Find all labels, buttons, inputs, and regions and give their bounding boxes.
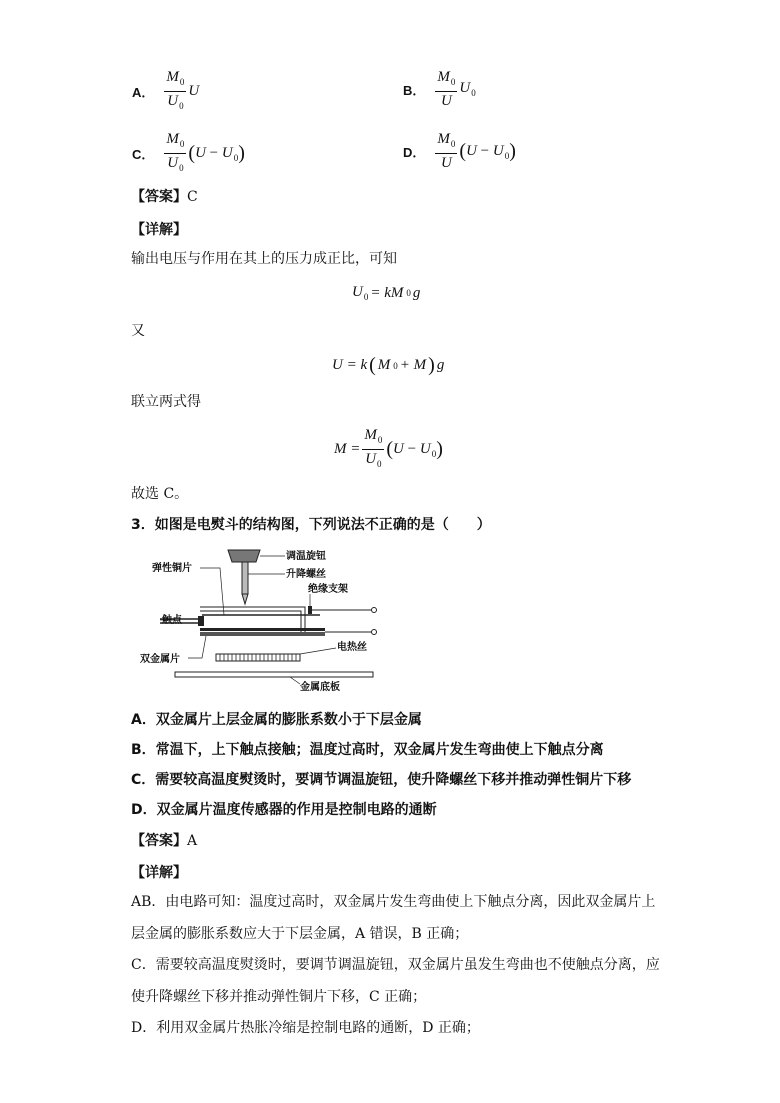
contact-shape [198, 616, 204, 626]
option-a: A． $\frac{M_0}{U_0}$ U [132, 68, 199, 115]
option-label: A． [132, 85, 155, 100]
label-base-plate: 金属底板 [300, 682, 340, 693]
fraction: $\frac{M_0}{U}$ [437, 131, 456, 171]
detail-text: C．需要较高温度熨烫时，要调节调温旋钮，双金属片虽发生弯曲也不使触点分离，应 [131, 957, 660, 973]
conclusion: 故选 C。 [131, 486, 189, 502]
detail-text: AB．由电路可知：温度过高时，双金属片发生弯曲使上下触点分离，因此双金属片上 [131, 894, 656, 910]
equation-2: U = k ( M 0 + M ) g [332, 354, 445, 376]
option-item: B．常温下，上下触点接触；温度过高时，双金属片发生弯曲使上下触点分离 [131, 742, 604, 758]
fraction: $\frac{M_0}{U_0}$ [166, 131, 185, 173]
detail-text: 使升降螺丝下移并推动弹性铜片下移，C 正确； [131, 989, 427, 1005]
label-heating-wire: 电热丝 [337, 642, 367, 653]
label-bimetal: 双金属片 [140, 654, 180, 665]
label-spring-copper: 弹性铜片 [152, 563, 192, 574]
label-screw: 升降螺丝 [286, 569, 326, 580]
equation-1: $U_0$ = kM 0 g [352, 284, 421, 302]
detail-text: 联立两式得 [131, 394, 201, 410]
answer-line: 【答案】A [131, 833, 198, 849]
option-d: D． $\frac{M_0}{U}$ $(U - U_0)$ [403, 131, 516, 171]
detail-text: 又 [131, 323, 145, 339]
knob-shape [228, 550, 260, 562]
heating-wire-shape [216, 654, 300, 661]
answer-line: 【答案】C [131, 189, 198, 205]
equation-3: M = $\frac{M_0}{U_0}$ $(U - U_0)$ [334, 426, 443, 473]
option-c: C． $\frac{M_0}{U_0}$ $(U - U_0)$ [132, 130, 245, 177]
fraction: $\frac{M_0}{U}$ [437, 69, 456, 109]
detail-heading: 【详解】 [131, 222, 187, 238]
bimetal-shape [200, 628, 325, 631]
fraction: $\frac{M_0}{U_0}$ [364, 427, 383, 469]
option-b: B． $\frac{M_0}{U}$ $U_0$ [403, 69, 476, 109]
base-plate-shape [175, 672, 373, 677]
screw-shape [242, 562, 248, 594]
label-support: 绝缘支架 [308, 584, 348, 595]
detail-heading: 【详解】 [131, 865, 187, 881]
detail-text: D．利用双金属片热胀冷缩是控制电路的通断，D 正确； [131, 1020, 480, 1036]
iron-structure-diagram [140, 544, 400, 694]
label-contact: 触点 [162, 615, 182, 626]
detail-text: 层金属的膨胀系数应大于下层金属，A 错误，B 正确； [131, 926, 469, 942]
question-stem: 3．如图是电熨斗的结构图，下列说法不正确的是（ ） [131, 517, 491, 533]
label-knob: 调温旋钮 [286, 551, 326, 562]
detail-text: 输出电压与作用在其上的压力成正比，可知 [131, 251, 397, 267]
fraction: $\frac{M_0}{U_0}$ [166, 69, 185, 111]
option-item: A．双金属片上层金属的膨胀系数小于下层金属 [131, 712, 422, 728]
option-item: C．需要较高温度熨烫时，要调节调温旋钮，使升降螺丝下移并推动弹性铜片下移 [131, 772, 632, 788]
option-item: D．双金属片温度传感器的作用是控制电路的通断 [131, 802, 437, 818]
